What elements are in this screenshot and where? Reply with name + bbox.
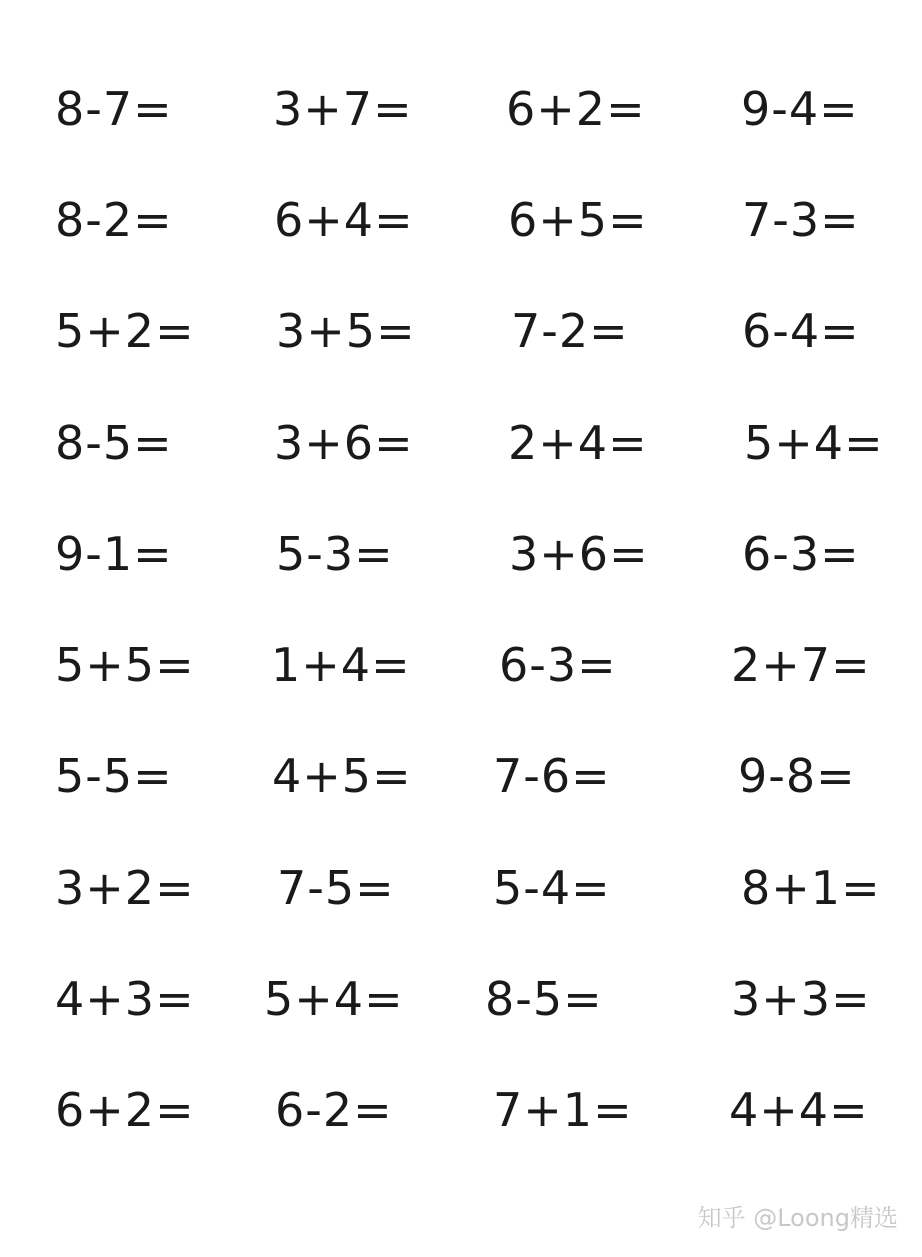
problem: 7-5=: [277, 861, 395, 915]
problem: 4+5=: [272, 749, 412, 803]
problem: 1+4=: [271, 638, 411, 692]
problem: 7-6=: [493, 749, 611, 803]
problem-row-1: [0, 74, 922, 144]
problem-row-5: [0, 519, 922, 589]
problem: 3+6=: [509, 527, 649, 581]
problem: 5-5=: [55, 749, 173, 803]
problem: 3+2=: [55, 861, 195, 915]
problem: 6-3=: [742, 527, 860, 581]
problem: 4+3=: [55, 972, 195, 1026]
problem: 6+4=: [274, 193, 414, 247]
problem: 8-5=: [485, 972, 603, 1026]
problem: 6+5=: [508, 193, 648, 247]
problem: 5-4=: [493, 861, 611, 915]
problem: 8-5=: [55, 416, 173, 470]
problem: 9-1=: [55, 527, 173, 581]
problem: 9-8=: [738, 749, 856, 803]
problem-row-3: [0, 296, 922, 366]
problem: 9-4=: [741, 82, 859, 136]
problem-row-8: [0, 853, 922, 923]
problem-row-7: [0, 741, 922, 811]
problem: 6-2=: [275, 1083, 393, 1137]
problem: 5+4=: [264, 972, 404, 1026]
problem-row-2: [0, 185, 922, 255]
problem: 8+1=: [741, 861, 881, 915]
watermark-text: 知乎 @Loong精选: [697, 1204, 898, 1232]
problem: 3+5=: [276, 304, 416, 358]
problem: 4+4=: [729, 1083, 869, 1137]
problem-row-9: [0, 964, 922, 1034]
problem-row-6: [0, 630, 922, 700]
problem: 3+7=: [273, 82, 413, 136]
problem: 5+2=: [55, 304, 195, 358]
problem: 7+1=: [493, 1083, 633, 1137]
problem: 2+7=: [731, 638, 871, 692]
problem: 6-3=: [499, 638, 617, 692]
problem: 6-4=: [742, 304, 860, 358]
problem: 5-3=: [276, 527, 394, 581]
problem: 6+2=: [506, 82, 646, 136]
problem: 3+6=: [274, 416, 414, 470]
problem: 7-3=: [742, 193, 860, 247]
problem: 3+3=: [731, 972, 871, 1026]
problem: 2+4=: [508, 416, 648, 470]
problem-row-4: [0, 408, 922, 478]
problem: 7-2=: [511, 304, 629, 358]
problem: 5+4=: [744, 416, 884, 470]
problem: 8-2=: [55, 193, 173, 247]
problem-row-10: [0, 1075, 922, 1145]
problem: 6+2=: [55, 1083, 195, 1137]
problem: 8-7=: [55, 82, 173, 136]
problem: 5+5=: [55, 638, 195, 692]
